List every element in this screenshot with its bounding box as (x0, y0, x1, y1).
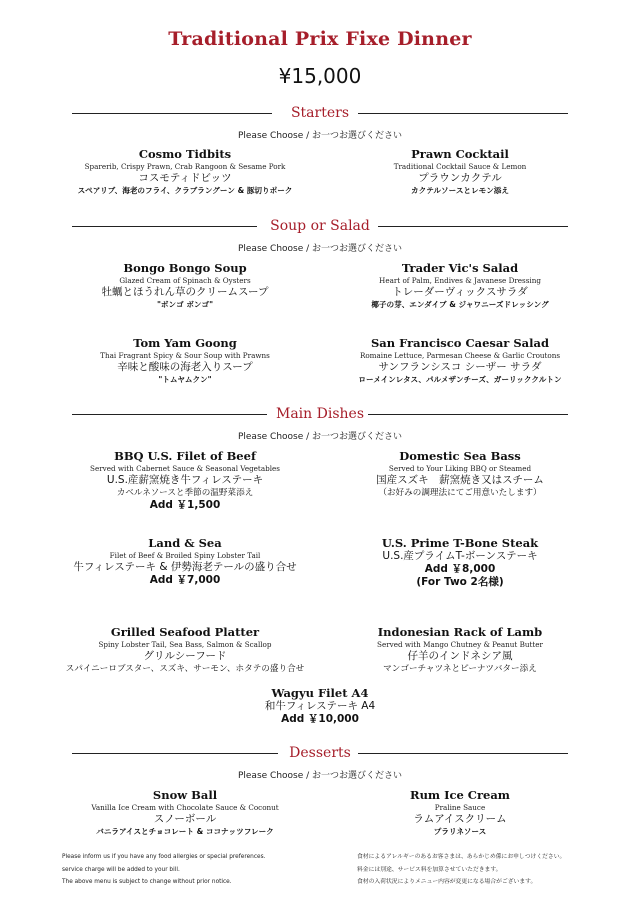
menu-item-rum-ice-cream (320, 788, 600, 838)
menu-item-bbq-filet-of-beef (40, 449, 330, 512)
menu-title: Traditional Prix Fixe Dinner (168, 28, 472, 50)
item-surcharge: Add ￥10,000 (281, 713, 359, 725)
menu-item-domestic-sea-bass (320, 449, 600, 499)
item-name: Land & Sea (148, 536, 222, 550)
menu-item-tom-yam-goong (40, 336, 330, 386)
section-title-starters: Starters (290, 105, 350, 121)
item-surcharge: Add ￥8,000 (424, 563, 496, 575)
item-description-jp: （お好みの調理法にてご用意いたします） (378, 488, 542, 498)
menu-item-cosmo-tidbits (40, 147, 330, 197)
item-name: Rum Ice Cream (410, 788, 510, 802)
item-name-jp: ラムアイスクリーム (413, 813, 507, 825)
item-description-jp: "ボンゴ ボンゴ" (156, 300, 214, 309)
divider-line (378, 226, 568, 227)
item-name-jp: スノーボール (153, 813, 217, 825)
menu-item-indonesian-rack-of-lamb (320, 625, 600, 675)
item-name-jp: プラウンカクテル (418, 172, 502, 184)
item-name: Domestic Sea Bass (399, 449, 521, 463)
menu-item-wagyu-filet (170, 686, 470, 726)
item-description: Glazed Cream of Spinach & Oysters (119, 276, 251, 285)
item-name: San Francisco Caesar Salad (370, 336, 549, 350)
footer-notes-jp (357, 851, 597, 889)
item-description: Filet of Beef & Broiled Spiny Lobster Tail (109, 551, 261, 560)
menu-item-land-and-sea (40, 536, 330, 587)
item-name: Wagyu Filet A4 (271, 686, 369, 700)
item-name: Snow Ball (152, 788, 218, 802)
item-name-jp: トレーダーヴィックスサラダ (392, 286, 528, 298)
choose-instruction: Please Choose / お一つお選びください (237, 432, 403, 442)
menu-price: ¥15,000 (278, 64, 362, 88)
menu-item-t-bone-steak (320, 536, 600, 589)
choose-instruction: Please Choose / お一つお選びください (237, 131, 403, 141)
item-name-jp: コスモティドビッツ (138, 172, 232, 184)
item-name: Tom Yam Goong (133, 336, 237, 350)
menu-item-prawn-cocktail (320, 147, 600, 197)
item-name: Indonesian Rack of Lamb (377, 625, 543, 639)
item-description: Thai Fragrant Spicy & Sour Soup with Prawns (100, 351, 270, 360)
item-surcharge: Add ￥1,500 (149, 499, 221, 511)
item-name: Trader Vic's Salad (401, 261, 519, 275)
item-name-jp: U.S.産薪窯焼き牛フィレステーキ (106, 474, 264, 486)
note-line: service charge will be added to your bill. (62, 866, 180, 873)
item-name: Prawn Cocktail (411, 147, 509, 161)
note-line: The above menu is subject to change without prior notice. (62, 879, 232, 885)
item-surcharge: Add ￥7,000 (149, 574, 221, 586)
item-description: Served with Cabernet Sauce & Seasonal Vegetables (90, 464, 280, 473)
section-title-desserts: Desserts (289, 745, 351, 761)
section-title-main-dishes: Main Dishes (276, 406, 364, 422)
menu-item-trader-vics-salad (320, 261, 600, 311)
item-name-jp: 和牛フィレステーキ A4 (264, 700, 376, 712)
section-header-starters (72, 104, 568, 122)
footer-notes-en (62, 851, 322, 889)
item-name: Grilled Seafood Platter (110, 625, 260, 639)
divider-line (358, 753, 568, 754)
menu-item-bongo-bongo-soup (40, 261, 330, 311)
note-line: 料金には別途、サービス料を加算させていただきます。 (357, 866, 502, 873)
note-line: Please inform us if you have any food allergies or special preferences. (62, 854, 266, 860)
item-description-jp: マンゴーチャツネとピーナツバター添え (383, 664, 537, 674)
item-serving-note: (For Two 2名様) (416, 576, 504, 588)
item-name-jp: サンフランシスコ シーザー サラダ (378, 361, 542, 373)
item-name-jp: 国産スズキ 薪窯焼き又はスチーム (376, 474, 544, 486)
item-description-jp: 椰子の芽、エンダイブ & ジャワニーズドレッシング (371, 300, 549, 309)
section-header-main-dishes (72, 405, 568, 423)
item-name-jp: グリルシーフード (143, 650, 227, 662)
item-description-jp: カベルネソースと季節の温野菜添え (116, 488, 254, 498)
item-description-jp: プラリネソース (433, 827, 487, 836)
item-description: Sparerib, Crispy Prawn, Crab Rangoon & Sesame Pork (84, 162, 286, 171)
item-name: Bongo Bongo Soup (123, 261, 247, 275)
item-description: Traditional Cocktail Sauce & Lemon (393, 162, 527, 171)
section-header-soup-or-salad (72, 217, 568, 235)
item-name: Cosmo Tidbits (138, 147, 232, 161)
item-description: Romaine Lettuce, Parmesan Cheese & Garlic Croutons (359, 351, 561, 360)
menu-item-caesar-salad (320, 336, 600, 386)
choose-instruction: Please Choose / お一つお選びください (237, 771, 403, 781)
menu-item-grilled-seafood-platter (40, 625, 330, 675)
item-name: BBQ U.S. Filet of Beef (114, 449, 256, 463)
item-description-jp: カクテルソースとレモン添え (411, 186, 509, 195)
item-description: Served to Your Liking BBQ or Steamed (388, 464, 532, 473)
section-header-desserts (72, 744, 568, 762)
item-description-jp: バニラアイスとチョコレート & ココナッツフレーク (96, 827, 274, 836)
item-description: Praline Sauce (434, 803, 486, 812)
divider-line (368, 414, 568, 415)
item-description-jp: ローメインレタス、パルメザンチーズ、ガーリッククルトン (358, 375, 562, 384)
divider-line (358, 113, 568, 114)
item-description: Served with Mango Chutney & Peanut Butter (377, 640, 543, 649)
item-name-jp: U.S.産プライムT-ボーンステーキ (382, 550, 538, 562)
item-description: Spiny Lobster Tail, Sea Bass, Salmon & Scallop (98, 640, 272, 649)
note-line: 食材の入荷状況によりメニュー内容が変更になる場合がございます。 (357, 879, 537, 885)
item-name-jp: 仔羊のインドネシア風 (407, 650, 513, 662)
item-name-jp: 牛フィレステーキ & 伊勢海老テールの盛り合せ (73, 561, 297, 573)
item-description: Heart of Palm, Endives & Javanese Dressing (379, 276, 541, 285)
item-description-jp: スペアリブ、海老のフライ、クラブラングーン & 豚切りポーク (77, 186, 293, 195)
item-description-jp: "トムヤムクン" (158, 375, 212, 384)
menu-item-snow-ball (40, 788, 330, 838)
item-name-jp: 辛味と酸味の海老入りスープ (117, 361, 253, 373)
note-line: 食材によるアレルギーのあるお客さまは、あらかじめ係にお申しつけください。 (357, 854, 566, 860)
choose-instruction: Please Choose / お一つお選びください (237, 244, 403, 254)
item-name-jp: 牡蠣とほうれん草のクリームスープ (101, 286, 269, 298)
item-description-jp: スパイニーロブスター、スズキ、サーモン、ホタテの盛り合せ (65, 664, 305, 674)
item-name: U.S. Prime T-Bone Steak (381, 536, 539, 550)
item-description: Vanilla Ice Cream with Chocolate Sauce & Coconut (91, 803, 279, 812)
section-title-soup-or-salad: Soup or Salad (270, 218, 370, 234)
